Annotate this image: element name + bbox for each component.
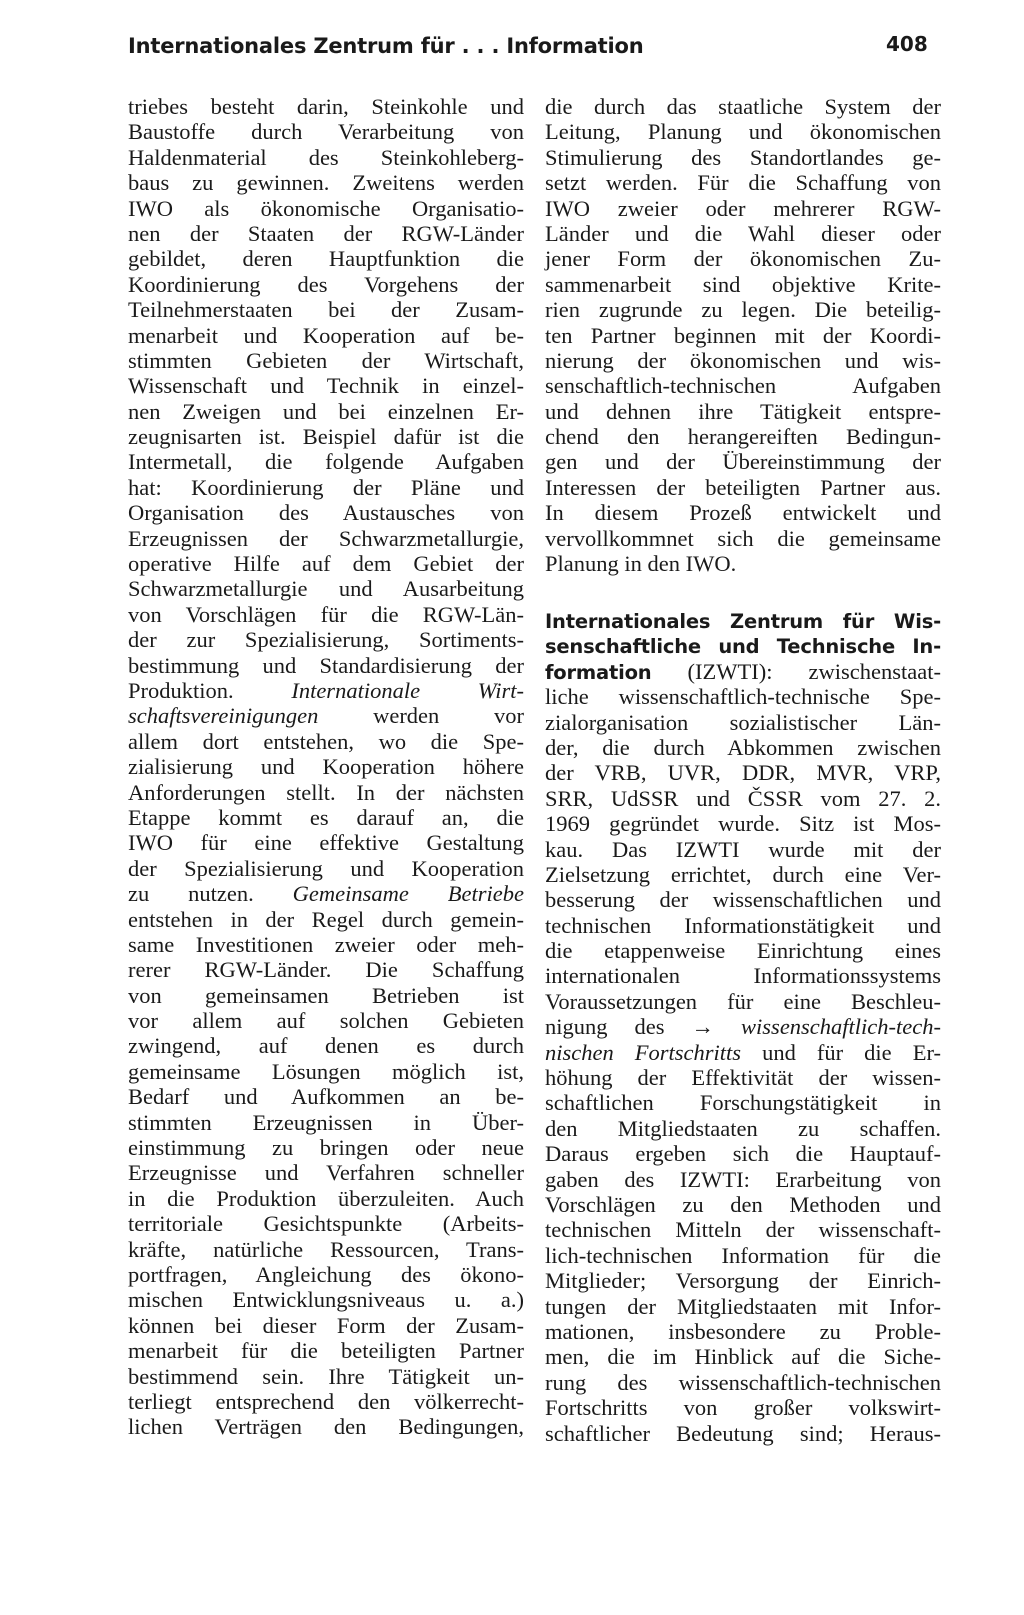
running-head-title: Internationales Zentrum für . . . Information [128,34,644,58]
text-run: menarbeit für die beteiligten Partner [128,1338,524,1364]
text-run: technischen Mitteln der wissenschaft- [545,1217,941,1243]
text-run: chend den herangereiften Bedingun- [545,424,941,450]
text-run: Etappe kommt es darauf an, die [128,804,524,830]
italic-term: schaftsvereinigungen [128,703,319,729]
text-run: zwingend, auf denen es durch [128,1033,524,1059]
text-line [128,500,524,525]
text-run: Zielsetzung errichtet, durch eine Ver- [545,861,941,887]
text-line [128,272,524,297]
text-line [545,500,941,525]
text-line [128,602,524,627]
text-run: tungen der Mitgliedstaaten mit Infor- [545,1293,941,1319]
text-line [128,729,524,754]
text-run: Intermetall, die folgende Aufgaben [128,449,524,475]
text-line [128,1389,524,1414]
text-run: SRR, UdSSR und ČSSR vom 27. 2. [545,785,941,811]
text-line [128,399,524,424]
entry-headword: senschaftliche und Technische In- [545,635,941,659]
text-run: Leitung, Planung und ökonomischen [545,119,941,145]
text-run: in die Produktion überzuleiten. Auch [128,1185,524,1211]
text-run: gemeinsame Lösungen möglich ist, [128,1058,524,1084]
text-run: IWO für eine effektive Gestaltung [128,830,524,856]
text-run: Koordinierung des Vorgehens der [128,271,524,297]
text-line [545,989,941,1014]
text-line [545,684,941,709]
text-line [128,703,524,728]
text-run: zeugnisarten ist. Beispiel dafür ist die [128,424,524,450]
text-run: höhung der Effektivität der wissen- [545,1065,941,1091]
text-line [545,170,941,195]
text-run: Schwarzmetallurgie und Ausarbeitung [128,576,524,602]
text-line [545,449,941,474]
entry-izwti [545,608,941,1446]
text-run: nierung der ökonomischen und wis- [545,347,941,373]
text-line [128,373,524,398]
text-line [128,1059,524,1084]
text-line [545,145,941,170]
text-run: nigung des [545,1014,692,1040]
text-line [545,1294,941,1319]
text-run: triebes besteht darin, Steinkohle und [128,94,524,119]
text-line [128,1008,524,1033]
text-run: lich-technischen Information für die [545,1242,941,1268]
text-line [128,678,524,703]
text-line [545,811,941,836]
text-run: men, die im Hinblick auf die Siche- [545,1344,941,1370]
text-run: einstimmung zu bringen oder neue [128,1135,524,1161]
text-line [545,348,941,373]
text-run: Daraus ergeben sich die Hauptauf- [545,1141,941,1167]
text-run: terliegt entsprechend den völkerrecht- [128,1388,524,1414]
text-run: portfragen, Angleichung des ökono- [128,1261,524,1287]
text-run: kau. Das IZWTI wurde mit der [545,836,941,862]
text-line [128,297,524,322]
text-line [128,1211,524,1236]
text-line [128,94,524,119]
text-line [128,1110,524,1135]
text-line [545,1167,941,1192]
entry-headword: formation [545,660,652,684]
text-line [128,145,524,170]
text-line [128,196,524,221]
text-line [545,1344,941,1369]
entry-headword: Internationales Zentrum für Wis- [545,610,941,633]
text-line [128,323,524,348]
text-line [545,1014,941,1039]
text-line [545,475,941,500]
left-column [128,94,524,1440]
text-line [545,710,941,735]
text-run: besserung der wissenschaftlichen und [545,887,941,913]
text-line [128,881,524,906]
text-line [128,221,524,246]
text-line [545,837,941,862]
text-run: territoriale Gesichtspunkte (Arbeits- [128,1211,524,1237]
text-line [128,119,524,144]
text-run: Baustoffe durch Verarbeitung von [128,119,524,145]
text-line [545,659,941,684]
text-run: hat: Koordinierung der Pläne und [128,474,524,500]
text-line [545,1192,941,1217]
text-run: gen und der Übereinstimmung der [545,449,941,475]
text-run: Produktion. [128,677,292,703]
text-line [128,1033,524,1058]
text-line [128,1135,524,1160]
italic-term: → wissenschaftlich-tech- [691,1014,941,1040]
text-run: internationalen Informationssystems [545,963,941,989]
text-run: IWO zweier oder mehrerer RGW- [545,195,941,221]
text-line [545,913,941,938]
text-run: sammenarbeit sind objektive Krite- [545,271,941,297]
text-run: rien zugrunde zu legen. Die beteilig- [545,297,941,323]
text-run: operative Hilfe auf dem Gebiet der [128,551,524,577]
text-run: vor allem auf solchen Gebieten [128,1008,524,1034]
text-line [128,780,524,805]
text-line [545,1217,941,1242]
text-line [545,1116,941,1141]
text-line [128,170,524,195]
text-line [545,196,941,221]
text-line [545,1090,941,1115]
text-run: den Mitgliedstaaten zu schaffen. [545,1115,941,1141]
text-run: nen der Staaten der RGW-Länder [128,220,524,246]
text-line [545,272,941,297]
text-line [545,862,941,887]
text-line [545,246,941,271]
text-run: entstehen in der Regel durch gemein- [128,906,524,932]
text-line [128,627,524,652]
text-run: zialisierung und Kooperation höhere [128,754,524,780]
text-line [545,1243,941,1268]
text-run: mischen Entwicklungsniveaus u. a.) [128,1287,524,1313]
text-run: der, die durch Abkommen zwischen [545,734,941,760]
text-line [128,1186,524,1211]
text-line [128,348,524,373]
text-run: Anforderungen stellt. In der nächsten [128,779,524,805]
text-line [545,633,941,658]
text-line [128,1338,524,1363]
text-run: IWO als ökonomische Organisatio- [128,195,524,221]
text-line [128,1313,524,1338]
text-run: der VRB, UVR, DDR, MVR, VRP, [545,760,941,786]
text-line [545,323,941,348]
text-line [545,1065,941,1090]
text-line [545,373,941,398]
text-line [545,221,941,246]
text-run: Haldenmaterial des Steinkohleberg- [128,144,524,170]
text-line [545,297,941,322]
text-run: senschaftlich-technischen Aufgaben [545,373,941,399]
text-line [128,1237,524,1262]
text-run: zu nutzen. [128,881,293,907]
text-run: vervollkommnet sich die gemeinsame [545,525,941,551]
text-run: die etappenweise Einrichtung eines [545,938,941,964]
text-line [545,119,941,144]
text-run: rung des wissenschaftlich-technischen [545,1369,941,1395]
text-line [128,1084,524,1109]
text-run: Wissenschaft und Technik in einzel- [128,373,524,399]
text-line [545,735,941,760]
text-line [545,963,941,988]
text-line [128,475,524,500]
italic-term: Gemeinsame Betriebe [292,881,524,907]
text-line [545,1141,941,1166]
text-run: werden vor [318,703,524,729]
text-line [545,938,941,963]
text-line [128,526,524,551]
text-run: kräfte, natürliche Ressourcen, Trans- [128,1236,524,1262]
text-line [545,1395,941,1420]
text-run: bestimmung und Standardisierung der [128,652,524,678]
text-run: (IZWTI): zwischenstaat- [651,658,941,684]
text-run: Mitglieder; Versorgung der Einrich- [545,1268,941,1294]
text-line [128,932,524,957]
text-run: können bei dieser Form der Zusam- [128,1312,524,1338]
text-line [128,1364,524,1389]
text-run: bestimmend sein. Ihre Tätigkeit un- [128,1363,524,1389]
text-run: die durch das staatliche System der [545,94,941,119]
text-run: Bedarf und Aufkommen an be- [128,1084,524,1110]
text-run: Vorschlägen zu den Methoden und [545,1191,941,1217]
text-run: liche wissenschaftlich-technische Spe- [545,684,941,710]
text-run: technischen Informationstätigkeit und [545,912,941,938]
text-run: nen Zweigen und bei einzelnen Er- [128,398,524,424]
text-line [128,805,524,830]
text-run: schaftlicher Bedeutung sind; Heraus- [545,1420,941,1446]
text-line [545,887,941,912]
text-run: der Spezialisierung und Kooperation [128,855,524,881]
text-line [545,94,941,119]
text-line [128,856,524,881]
text-run: und für die Er- [741,1039,941,1065]
text-run: rerer RGW-Länder. Die Schaffung [128,957,524,983]
text-line [545,1421,941,1446]
text-line [545,1268,941,1293]
italic-term: Internationale Wirt- [291,677,524,703]
text-run: und dehnen ihre Tätigkeit entspre- [545,398,941,424]
page-number: 408 [886,32,928,56]
text-line [128,653,524,678]
text-line [128,1414,524,1439]
text-run: Erzeugnisse und Verfahren schneller [128,1160,524,1186]
text-run: zialorganisation sozialistischer Län- [545,709,941,735]
text-line [545,399,941,424]
text-line [128,576,524,601]
text-run: von gemeinsamen Betrieben ist [128,982,524,1008]
text-line [545,1319,941,1344]
text-line [128,1262,524,1287]
text-run: Interessen der beteiligten Partner aus. [545,474,941,500]
text-line [128,957,524,982]
text-line [128,424,524,449]
text-line [545,1370,941,1395]
text-run: 1969 gegründet wurde. Sitz ist Mos- [545,811,941,837]
text-line [545,786,941,811]
text-run: Organisation des Austausches von [128,500,524,526]
text-run: baus zu gewinnen. Zweitens werden [128,170,524,196]
text-line [128,449,524,474]
text-run: Teilnehmerstaaten bei der Zusam- [128,297,524,323]
text-line [545,424,941,449]
text-run: allem dort entstehen, wo die Spe- [128,728,524,754]
text-run: stimmten Erzeugnissen in Über- [128,1109,524,1135]
text-run: Planung in den IWO. [545,551,737,577]
text-run: Länder und die Wahl dieser oder [545,220,941,246]
text-run: der zur Spezialisierung, Sortiments- [128,627,524,653]
text-run: Fortschritts von großer volkswirt- [545,1395,941,1421]
text-run: Stimulierung des Standortlandes ge- [545,144,941,170]
text-run: Voraussetzungen für eine Beschleu- [545,988,941,1014]
text-run: ten Partner beginnen mit der Koordi- [545,322,941,348]
text-run: setzt werden. Für die Schaffung von [545,170,941,196]
text-line [128,830,524,855]
text-run: Erzeugnissen der Schwarzmetallurgie, [128,525,524,551]
text-line [545,526,941,551]
text-line [128,551,524,576]
text-run: menarbeit und Kooperation auf be- [128,322,524,348]
text-line [128,907,524,932]
text-run: gebildet, deren Hauptfunktion die [128,246,524,272]
text-line [545,760,941,785]
text-line [545,1040,941,1065]
text-run: lichen Verträgen den Bedingungen, [128,1414,524,1440]
text-line [128,1287,524,1312]
text-line [128,754,524,779]
text-run: same Investitionen zweier oder meh- [128,931,524,957]
text-run: von Vorschlägen für die RGW-Län- [128,601,524,627]
text-line [128,1160,524,1185]
text-line [545,551,941,576]
text-run: jener Form der ökonomischen Zu- [545,246,941,272]
text-line [128,246,524,271]
right-column-continuation [545,94,941,576]
italic-term: nischen Fortschritts [545,1039,742,1065]
text-line [545,608,941,633]
text-run: stimmten Gebieten der Wirtschaft, [128,347,524,373]
text-run: gaben des IZWTI: Erarbeitung von [545,1166,941,1192]
text-run: schaftlichen Forschungstätigkeit in [545,1090,941,1116]
text-run: mationen, insbesondere zu Proble- [545,1318,941,1344]
text-line [128,983,524,1008]
text-run: In diesem Prozeß entwickelt und [545,500,941,526]
